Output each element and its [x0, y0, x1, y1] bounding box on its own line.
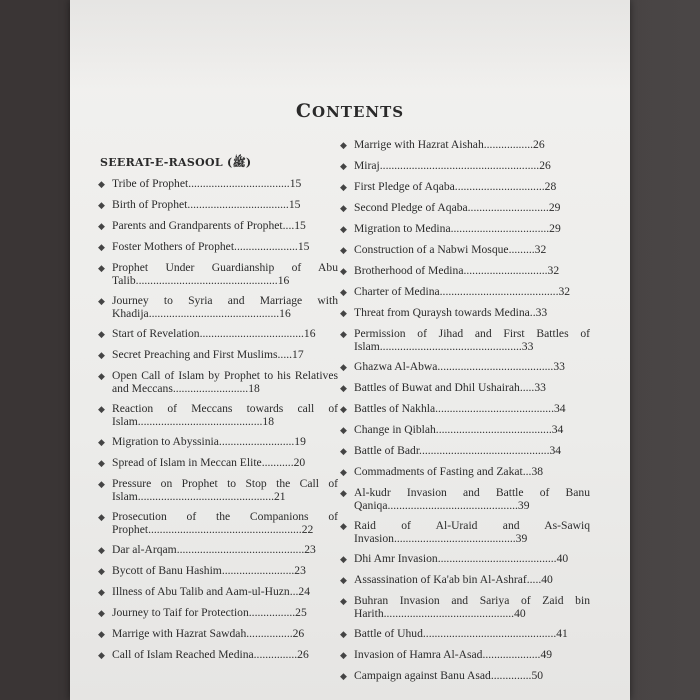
toc-page-number: 39 — [515, 532, 528, 545]
diamond-bullet-icon: ◆ — [98, 371, 105, 381]
diamond-bullet-icon: ◆ — [98, 404, 105, 414]
toc-entry-title: Ghazwa Al-Abwa — [354, 360, 438, 373]
toc-entry-title: Prosecution of the Companions of Prophet — [112, 510, 338, 536]
right-toc-list — [340, 138, 590, 683]
toc-entry-title: Battles of Nakhla — [354, 402, 436, 415]
toc-page-number: 21 — [274, 490, 286, 503]
toc-leader-dots: ... — [289, 585, 299, 598]
toc-leader-dots: ..................................................... — [148, 523, 302, 536]
toc-entry-title: Miraj — [354, 159, 380, 172]
toc-entry-text — [354, 519, 590, 545]
toc-entry — [98, 261, 338, 287]
diamond-bullet-icon: ◆ — [98, 629, 105, 639]
toc-page-number: 26 — [297, 648, 309, 661]
toc-entry-text — [112, 240, 338, 253]
toc-leader-dots: ..... — [277, 348, 293, 361]
diamond-bullet-icon: ◆ — [340, 161, 347, 171]
toc-entry-text — [112, 456, 338, 469]
toc-leader-dots: .......................... — [218, 435, 295, 448]
toc-entry — [340, 222, 590, 236]
toc-entry-text — [112, 606, 338, 619]
diamond-bullet-icon: ◆ — [98, 350, 105, 360]
diamond-bullet-icon: ◆ — [98, 296, 105, 306]
toc-entry-text — [112, 585, 338, 598]
toc-entry-title: Buhran Invasion and Sariya of Zaid bin Harith — [354, 594, 590, 620]
toc-entry — [340, 264, 590, 278]
diamond-bullet-icon: ◆ — [340, 554, 347, 564]
toc-entry-text — [354, 285, 590, 298]
toc-entry — [340, 465, 590, 479]
toc-entry-title: Permission of Jihad and First Battles of Islam — [354, 327, 590, 353]
toc-entry — [98, 198, 338, 212]
toc-page-number: 23 — [304, 543, 316, 556]
toc-leader-dots: .. — [529, 306, 536, 319]
diamond-bullet-icon: ◆ — [340, 488, 347, 498]
toc-entry-text — [112, 564, 338, 577]
toc-leader-dots: .......................................... — [393, 532, 516, 545]
toc-entry-title: Battle of Badr — [354, 444, 420, 457]
diamond-bullet-icon: ◆ — [340, 629, 347, 639]
toc-leader-dots: ......... — [508, 243, 535, 256]
toc-entry-title: Parents and Grandparents of Prophet — [112, 219, 283, 232]
book-page — [70, 0, 630, 700]
toc-entry — [340, 306, 590, 320]
toc-entry — [98, 369, 338, 395]
diamond-bullet-icon: ◆ — [340, 308, 347, 318]
toc-entry — [340, 573, 590, 587]
toc-leader-dots: ......................................... — [435, 402, 554, 415]
toc-leader-dots: ............................................. — [148, 307, 280, 320]
toc-entry — [340, 519, 590, 545]
toc-entry-text — [354, 138, 590, 151]
diamond-bullet-icon: ◆ — [98, 437, 105, 447]
toc-entry — [340, 627, 590, 641]
toc-entry-text — [354, 627, 590, 640]
diamond-bullet-icon: ◆ — [340, 266, 347, 276]
toc-page-number: 33 — [534, 381, 546, 394]
toc-page-number: 33 — [535, 306, 548, 319]
toc-entry-title: Marrige with Hazrat Sawdah — [112, 627, 247, 640]
toc-entry-text — [112, 648, 338, 661]
toc-entry — [340, 402, 590, 416]
toc-entry — [98, 477, 338, 503]
toc-entry-text — [354, 159, 590, 172]
toc-page-number: 15 — [294, 219, 306, 232]
toc-entry-title: Battle of Uhud — [354, 627, 423, 640]
toc-leader-dots: ................................................. — [135, 274, 278, 287]
toc-leader-dots: ..... — [519, 381, 535, 394]
toc-leader-dots: ................................................. — [379, 340, 522, 353]
toc-entry-text — [112, 327, 338, 340]
toc-page-number: 40 — [556, 552, 569, 565]
toc-entry — [340, 285, 590, 299]
toc-page-number: 24 — [298, 585, 310, 598]
diamond-bullet-icon: ◆ — [98, 242, 105, 252]
toc-page-number: 34 — [549, 444, 562, 457]
toc-page-number: 18 — [248, 382, 260, 395]
toc-entry-title: Prophet Under Guardianship of Abu Talib — [112, 261, 338, 287]
toc-entry-title: Dar al-Arqam — [112, 543, 177, 556]
diamond-bullet-icon: ◆ — [340, 521, 347, 531]
toc-entry — [98, 510, 338, 536]
toc-entry — [98, 348, 338, 362]
toc-entry-text — [112, 177, 338, 190]
toc-page-number: 33 — [553, 360, 565, 373]
toc-page-number: 15 — [289, 177, 302, 190]
toc-leader-dots: ........................................... — [137, 415, 263, 428]
diamond-bullet-icon: ◆ — [340, 287, 347, 297]
right-column — [340, 138, 590, 690]
diamond-bullet-icon: ◆ — [98, 221, 105, 231]
diamond-bullet-icon: ◆ — [340, 404, 347, 414]
toc-entry-title: Al-kudr Invasion and Battle of Banu Qaniqa — [354, 486, 590, 512]
toc-leader-dots: ............................................ — [176, 543, 305, 556]
toc-entry-title: Foster Mothers of Prophet — [112, 240, 235, 253]
toc-entry-text — [354, 552, 590, 565]
toc-page-number: 40 — [541, 573, 553, 586]
toc-entry-text — [354, 243, 590, 256]
toc-entry — [98, 543, 338, 557]
toc-page-number: 15 — [297, 240, 310, 253]
toc-entry-title: Construction of a Nabwi Mosque — [354, 243, 509, 256]
toc-entry-title: Journey to Taif for Protection — [112, 606, 249, 619]
toc-entry-text — [112, 369, 338, 395]
toc-leader-dots: .... — [282, 219, 295, 232]
toc-page-number: 38 — [531, 465, 544, 478]
toc-leader-dots: ......................... — [221, 564, 295, 577]
toc-page-number: 16 — [279, 307, 291, 320]
toc-leader-dots: ............................................. — [387, 499, 518, 512]
toc-entry-title: Dhi Amr Invasion — [354, 552, 438, 565]
toc-leader-dots: ........................................ — [437, 360, 554, 373]
diamond-bullet-icon: ◆ — [340, 140, 347, 150]
toc-entry — [340, 648, 590, 662]
toc-page-number: 34 — [551, 423, 564, 436]
toc-entry-text — [354, 465, 590, 478]
toc-entry-text — [354, 423, 590, 436]
toc-entry — [98, 435, 338, 449]
diamond-bullet-icon: ◆ — [340, 182, 347, 192]
toc-entry-title: Campaign against Banu Asad — [354, 669, 491, 682]
toc-entry-text — [354, 381, 590, 394]
diamond-bullet-icon: ◆ — [340, 467, 347, 477]
toc-entry-title: Threat from Quraysh towards Medina — [354, 306, 530, 319]
diamond-bullet-icon: ◆ — [340, 329, 347, 339]
diamond-bullet-icon: ◆ — [340, 383, 347, 393]
toc-entry — [98, 240, 338, 254]
toc-page-number: 26 — [539, 159, 551, 172]
toc-entry-text — [354, 360, 590, 373]
toc-leader-dots: ........................................ — [435, 423, 552, 436]
toc-entry — [340, 201, 590, 215]
contents-title — [70, 100, 630, 122]
diamond-bullet-icon: ◆ — [98, 608, 105, 618]
toc-entry-text — [354, 402, 590, 415]
toc-leader-dots: ............................................... — [137, 490, 274, 503]
toc-page-number: 32 — [534, 243, 547, 256]
toc-leader-dots: .................................... — [199, 327, 304, 340]
toc-entry-title: Raid of Al-Uraid and As-Sawiq Invasion — [354, 519, 590, 545]
toc-page-number: 16 — [303, 327, 316, 340]
toc-page-number: 40 — [514, 607, 526, 620]
toc-entry-text — [112, 510, 338, 536]
toc-entry-title: Invasion of Hamra Al-Asad — [354, 648, 483, 661]
toc-entry-title: Assassination of Ka'ab bin Al-Ashraf — [354, 573, 527, 586]
toc-page-number: 29 — [549, 222, 561, 235]
toc-entry — [98, 585, 338, 599]
toc-page-number: 41 — [556, 627, 568, 640]
diamond-bullet-icon: ◆ — [340, 245, 347, 255]
diamond-bullet-icon: ◆ — [340, 446, 347, 456]
toc-entry — [340, 552, 590, 566]
toc-entry — [98, 177, 338, 191]
toc-entry-text — [354, 264, 590, 277]
toc-entry — [98, 627, 338, 641]
toc-entry-title: Secret Preaching and First Muslims — [112, 348, 278, 361]
diamond-bullet-icon: ◆ — [98, 179, 105, 189]
toc-page-number: 34 — [553, 402, 566, 415]
toc-entry — [340, 444, 590, 458]
toc-entry — [340, 159, 590, 173]
toc-entry-title: Migration to Abyssinia — [112, 435, 219, 448]
toc-entry-title: Journey to Syria and Marriage with Khadija — [112, 294, 338, 320]
toc-page-number: 19 — [294, 435, 306, 448]
diamond-bullet-icon: ◆ — [98, 545, 105, 555]
toc-leader-dots: ................ — [246, 627, 293, 640]
toc-entry-text — [354, 669, 590, 682]
diamond-bullet-icon: ◆ — [98, 566, 105, 576]
toc-entry — [98, 402, 338, 428]
toc-entry-title: Marrige with Hazrat Aishah — [354, 138, 484, 151]
toc-entry — [98, 564, 338, 578]
toc-entry-text — [354, 648, 590, 661]
toc-leader-dots: ......................................... — [439, 285, 559, 298]
toc-entry-text — [354, 444, 590, 457]
toc-entry — [98, 648, 338, 662]
diamond-bullet-icon: ◆ — [340, 224, 347, 234]
diamond-bullet-icon: ◆ — [340, 362, 347, 372]
toc-entry-text — [112, 402, 338, 428]
toc-entry-title: Charter of Medina — [354, 285, 440, 298]
toc-page-number: 32 — [558, 285, 571, 298]
toc-entry — [340, 180, 590, 194]
toc-leader-dots: .................... — [482, 648, 541, 661]
toc-entry — [340, 423, 590, 437]
toc-page-number: 20 — [293, 456, 306, 469]
toc-page-number: 18 — [262, 415, 274, 428]
toc-entry-title: Brotherhood of Medina — [354, 264, 464, 277]
diamond-bullet-icon: ◆ — [98, 263, 105, 273]
toc-leader-dots: ................................... — [188, 177, 290, 190]
toc-leader-dots: ............................... — [454, 180, 545, 193]
diamond-bullet-icon: ◆ — [98, 650, 105, 660]
toc-page-number: 26 — [292, 627, 305, 640]
toc-page-number: 26 — [533, 138, 545, 151]
toc-leader-dots: .................................. — [450, 222, 550, 235]
diamond-bullet-icon: ◆ — [340, 575, 347, 585]
toc-entry — [98, 456, 338, 470]
diamond-bullet-icon: ◆ — [340, 203, 347, 213]
toc-entry-text — [112, 543, 338, 556]
toc-entry-text — [354, 573, 590, 586]
toc-leader-dots: ............................ — [467, 201, 549, 214]
title-initial: C — [295, 100, 313, 122]
toc-leader-dots: ..... — [526, 573, 542, 586]
toc-entry-title: Bycott of Banu Hashim — [112, 564, 222, 577]
toc-entry-title: Call of Islam Reached Medina — [112, 648, 254, 661]
toc-entry-title: Battles of Buwat and Dhil Ushairah — [354, 381, 520, 394]
toc-page-number: 17 — [292, 348, 304, 361]
toc-entry-text — [112, 435, 338, 448]
toc-entry-text — [354, 201, 590, 214]
toc-leader-dots: ....................................................... — [379, 159, 540, 172]
toc-leader-dots: .............................................. — [422, 627, 557, 640]
left-toc-list — [98, 177, 338, 662]
toc-page-number: 23 — [294, 564, 306, 577]
toc-page-number: 50 — [531, 669, 544, 682]
toc-entry-text — [354, 180, 590, 193]
diamond-bullet-icon: ◆ — [340, 671, 347, 681]
toc-entry-text — [354, 327, 590, 353]
diamond-bullet-icon: ◆ — [340, 596, 347, 606]
section-heading: SEERAT-E-RASOOL (ﷺ) — [100, 156, 252, 169]
toc-entry-text — [354, 222, 590, 235]
toc-entry-text — [112, 198, 338, 211]
toc-entry — [98, 294, 338, 320]
diamond-bullet-icon: ◆ — [98, 512, 105, 522]
toc-page-number: 33 — [521, 340, 534, 353]
toc-entry — [98, 219, 338, 233]
toc-leader-dots: ............................. — [463, 264, 548, 277]
toc-entry — [340, 360, 590, 374]
toc-entry-title: Commadments of Fasting and Zakat — [354, 465, 523, 478]
toc-entry-text — [112, 477, 338, 503]
toc-leader-dots: ...................... — [234, 240, 298, 253]
toc-entry — [340, 486, 590, 512]
toc-leader-dots: ............................................. — [419, 444, 550, 457]
toc-leader-dots: ......................................... — [437, 552, 557, 565]
toc-entry-text — [112, 219, 338, 232]
toc-page-number: 39 — [517, 499, 530, 512]
toc-entry — [340, 594, 590, 620]
toc-entry-title: Birth of Prophet — [112, 198, 188, 211]
toc-page-number: 29 — [548, 201, 561, 214]
toc-entry-title: Migration to Medina — [354, 222, 451, 235]
toc-leader-dots: ................................... — [187, 198, 289, 211]
toc-entry-text — [112, 627, 338, 640]
toc-entry-text — [354, 306, 590, 319]
toc-leader-dots: .......................... — [172, 382, 249, 395]
toc-entry-text — [112, 261, 338, 287]
diamond-bullet-icon: ◆ — [340, 650, 347, 660]
toc-entry-title: Second Pledge of Aqaba — [354, 201, 468, 214]
toc-entry — [340, 243, 590, 257]
left-column — [98, 138, 338, 669]
toc-entry-title: Tribe of Prophet — [112, 177, 189, 190]
toc-entry-title: Spread of Islam in Meccan Elite — [112, 456, 262, 469]
diamond-bullet-icon: ◆ — [98, 329, 105, 339]
toc-entry-title: First Pledge of Aqaba — [354, 180, 455, 193]
toc-entry-title: Pressure on Prophet to Stop the Call of Islam — [112, 477, 338, 503]
toc-entry — [340, 381, 590, 395]
toc-entry-title: Change in Qiblah — [354, 423, 436, 436]
toc-leader-dots: ................ — [248, 606, 296, 619]
toc-page-number: 15 — [288, 198, 301, 211]
toc-page-number: 28 — [544, 180, 557, 193]
page-bleed-through — [70, 0, 630, 90]
toc-leader-dots: ............... — [253, 648, 298, 661]
toc-entry — [98, 606, 338, 620]
toc-page-number: 22 — [301, 523, 314, 536]
toc-entry-text — [112, 294, 338, 320]
toc-entry — [340, 138, 590, 152]
diamond-bullet-icon: ◆ — [98, 200, 105, 210]
toc-leader-dots: .............. — [490, 669, 532, 682]
diamond-bullet-icon: ◆ — [98, 458, 105, 468]
toc-entry-text — [112, 348, 338, 361]
toc-entry-text — [354, 486, 590, 512]
toc-leader-dots: ............................................. — [383, 607, 515, 620]
toc-entry-title: Illness of Abu Talib and Aam-ul-Huzn — [112, 585, 290, 598]
toc-leader-dots: ... — [522, 465, 532, 478]
toc-page-number: 49 — [540, 648, 553, 661]
toc-page-number: 32 — [547, 264, 560, 277]
diamond-bullet-icon: ◆ — [340, 425, 347, 435]
toc-leader-dots: ........... — [261, 456, 294, 469]
title-rest: ONTENTS — [312, 103, 405, 121]
toc-page-number: 25 — [295, 606, 307, 619]
toc-page-number: 16 — [277, 274, 290, 287]
toc-entry — [340, 327, 590, 353]
toc-entry-title: Reaction of Meccans towards call of Islam — [112, 402, 338, 428]
toc-entry-title: Open Call of Islam by Prophet to his Relatives and Meccans — [112, 369, 338, 395]
toc-entry-text — [354, 594, 590, 620]
toc-entry — [340, 669, 590, 683]
diamond-bullet-icon: ◆ — [98, 479, 105, 489]
toc-entry — [98, 327, 338, 341]
diamond-bullet-icon: ◆ — [98, 587, 105, 597]
toc-entry-title: Start of Revelation — [112, 327, 200, 340]
toc-leader-dots: ................. — [483, 138, 534, 151]
